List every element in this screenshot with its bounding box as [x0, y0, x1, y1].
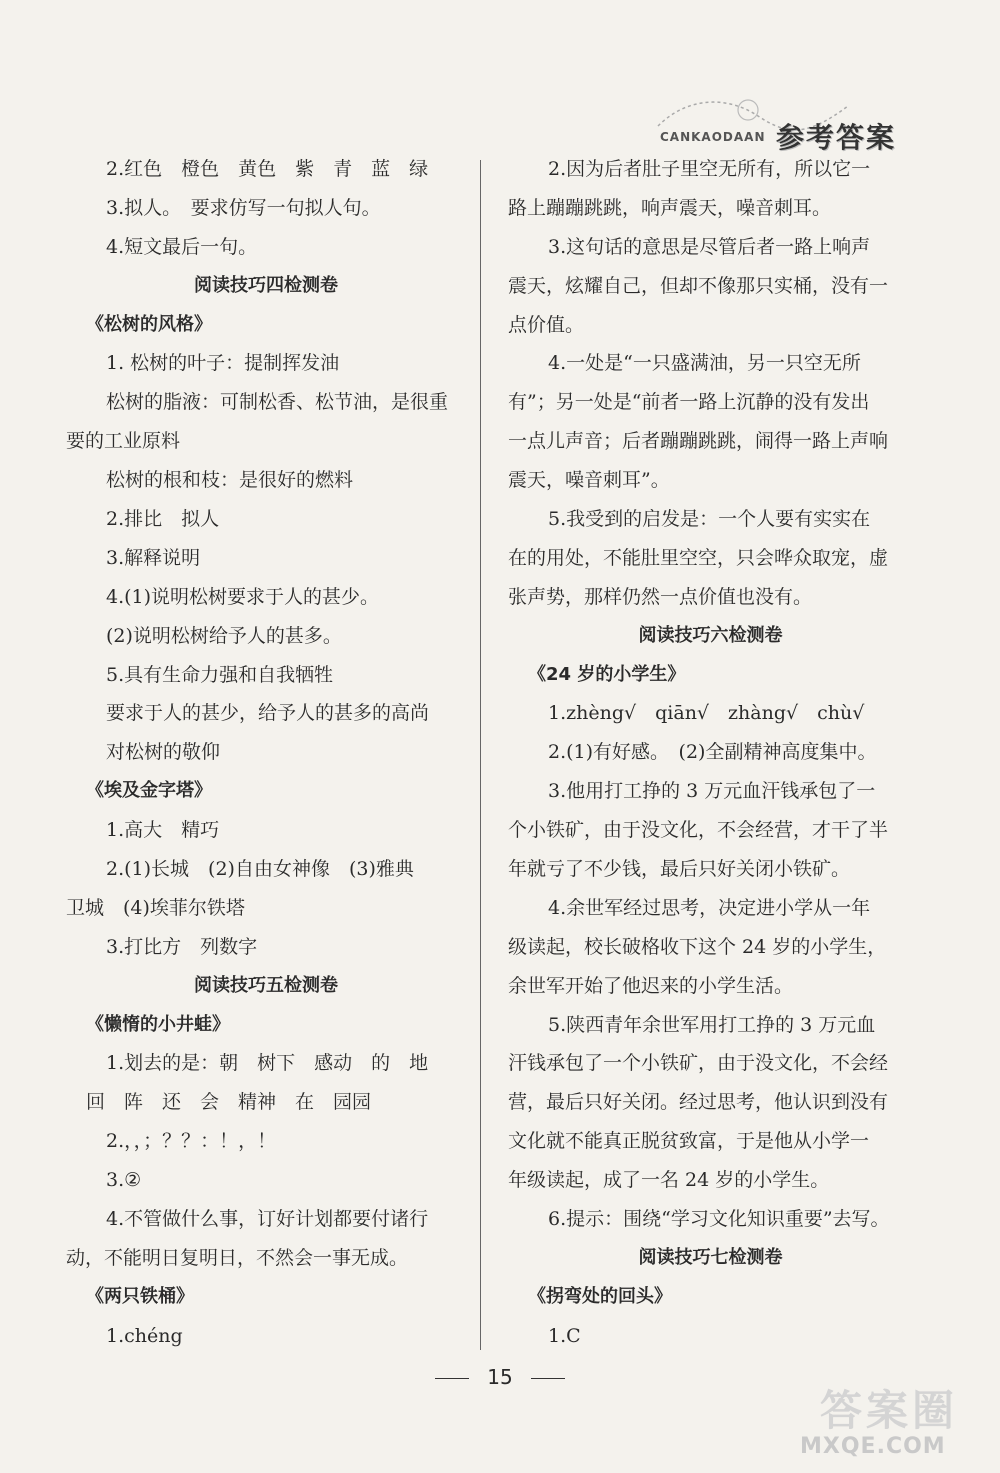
answer-line: 2.红色 橙色 黄色 紫 青 蓝 绿	[106, 158, 429, 180]
footer-dash-right	[531, 1378, 565, 1379]
left-column	[66, 150, 466, 1356]
answer-line: 2.(1)长城 (2)自由女神像 (3)雅典	[106, 858, 414, 881]
answer-line: 1.划去的是：朝 树下 感动 的 地	[106, 1052, 429, 1075]
answer-line: 级读起，校长破格收下这个 24 岁的小学生，	[508, 935, 887, 958]
answer-line: (2)说明松树给予人的甚多。	[106, 624, 342, 647]
answer-line: 1.chéng	[106, 1324, 183, 1347]
answer-line: 3.打比方 列数字	[106, 935, 258, 958]
answer-line: 5.我受到的启发是：一个人要有实实在	[548, 508, 871, 531]
answer-line: 要的工业原料	[66, 430, 181, 453]
answer-line: 对松树的敬仰	[106, 741, 221, 764]
answer-line: 有”；另一处是“前者一路上沉静的没有发出	[508, 391, 870, 414]
column-divider	[480, 160, 481, 1350]
answer-line: 在的用处，不能肚里空空，只会哗众取宠，虚	[508, 546, 889, 569]
answer-line: 3.拟人。 要求仿写一句拟人句。	[106, 196, 381, 219]
answer-line: 一点儿声音；后者蹦蹦跳跳，闹得一路上声响	[508, 430, 889, 453]
section-heading: 阅读技巧五检测卷	[194, 974, 338, 996]
answer-line: 1.高大 精巧	[106, 819, 220, 842]
answer-line: 2.排比 拟人	[106, 508, 220, 531]
article-title: 《拐弯处的回头》	[528, 1285, 672, 1307]
answer-line: 1.zhèng√ qiān√ zhàng√ chù√	[548, 702, 865, 725]
answer-line: 2.，，；？？：！，！	[106, 1130, 277, 1153]
article-title: 《松树的风格》	[86, 313, 212, 335]
answer-line: 4.(1)说明松树要求于人的甚少。	[106, 585, 380, 608]
answer-line: 3.解释说明	[106, 546, 201, 569]
right-column	[508, 150, 913, 1356]
answer-line: 松树的根和枝：是很好的燃料	[106, 469, 354, 492]
answer-line: 4.一处是“一只盛满油，另一只空无所	[548, 352, 861, 375]
answer-line: 3.②	[106, 1169, 142, 1192]
article-title: 《埃及金字塔》	[86, 780, 212, 802]
answer-line: 6.提示：围绕“学习文化知识重要”去写。	[548, 1208, 890, 1231]
answer-line: 营，最后只好关闭。经过思考，他认识到没有	[508, 1091, 889, 1114]
answer-line: 年级读起，成了一名 24 岁的小学生。	[508, 1169, 830, 1192]
article-title: 《24 岁的小学生》	[528, 663, 686, 685]
answer-line: 路上蹦蹦跳跳，响声震天，噪音刺耳。	[508, 196, 832, 219]
article-title: 《两只铁桶》	[86, 1285, 194, 1307]
answer-line: 个小铁矿，由于没文化，不会经营，才干了半	[508, 819, 889, 842]
section-heading: 阅读技巧四检测卷	[194, 274, 338, 296]
article-title: 《懒惰的小井蛙》	[86, 1013, 230, 1035]
footer-dash-left	[435, 1378, 469, 1379]
answer-line: 回 阵 还 会 精神 在 园园	[86, 1091, 372, 1114]
answer-line: 松树的脂液：可制松香、松节油，是很重	[106, 391, 449, 414]
answer-line: 余世军开始了他迟来的小学生活。	[508, 974, 794, 997]
answer-line: 汗钱承包了一个小铁矿，由于没文化，不会经	[508, 1052, 889, 1075]
logo-cjk-text: 参考答案	[776, 121, 897, 154]
answer-line: 年就亏了不少钱，最后只好关闭小铁矿。	[508, 858, 851, 881]
answer-line: 2.因为后者肚子里空无所有，所以它一	[548, 158, 871, 180]
answer-line: 1.C	[548, 1324, 581, 1347]
answer-line: 卫城 (4)埃菲尔铁塔	[66, 896, 245, 919]
watermark-top-text: 答案圈	[820, 1386, 959, 1435]
answer-line: 5.陕西青年余世军用打工挣的 3 万元血	[548, 1013, 876, 1036]
answer-line: 张声势，那样仍然一点价值也没有。	[508, 585, 813, 608]
section-heading: 阅读技巧六检测卷	[638, 624, 783, 646]
section-heading: 阅读技巧七检测卷	[638, 1246, 783, 1268]
answer-line: 要求于人的甚少，给予人的甚多的高尚	[106, 702, 430, 725]
answer-line: 震天，炫耀自己，但却不像那只实桶，没有一	[508, 274, 889, 297]
watermark	[800, 1388, 990, 1468]
watermark-bottom-text: MXQE.COM	[800, 1434, 946, 1459]
answer-line: 5.具有生命力强和自我牺牲	[106, 663, 334, 686]
answer-line: 3.他用打工挣的 3 万元血汗钱承包了一	[548, 780, 876, 803]
answer-line: 震天，噪音刺耳”。	[508, 469, 670, 492]
answer-line: 4.余世军经过思考，决定进小学从一年	[548, 896, 871, 919]
answer-line: 4.不管做什么事，订好计划都要付诸行	[106, 1208, 429, 1231]
answer-line: 动，不能明日复明日，不然会一事无成。	[66, 1246, 409, 1269]
answer-line: 文化就不能真正脱贫致富，于是他从小学一	[508, 1130, 870, 1153]
page-number: 15	[487, 1365, 513, 1389]
answer-line: 3.这句话的意思是尽管后者一路上响声	[548, 235, 871, 258]
answer-line: 点价值。	[508, 313, 585, 336]
answer-line: 2.(1)有好感。 (2)全副精神高度集中。	[548, 741, 877, 764]
answer-line: 1. 松树的叶子：提制挥发油	[106, 352, 340, 375]
answer-line: 4.短文最后一句。	[106, 235, 258, 258]
logo-latin-text: CANKAODAAN	[660, 130, 766, 144]
